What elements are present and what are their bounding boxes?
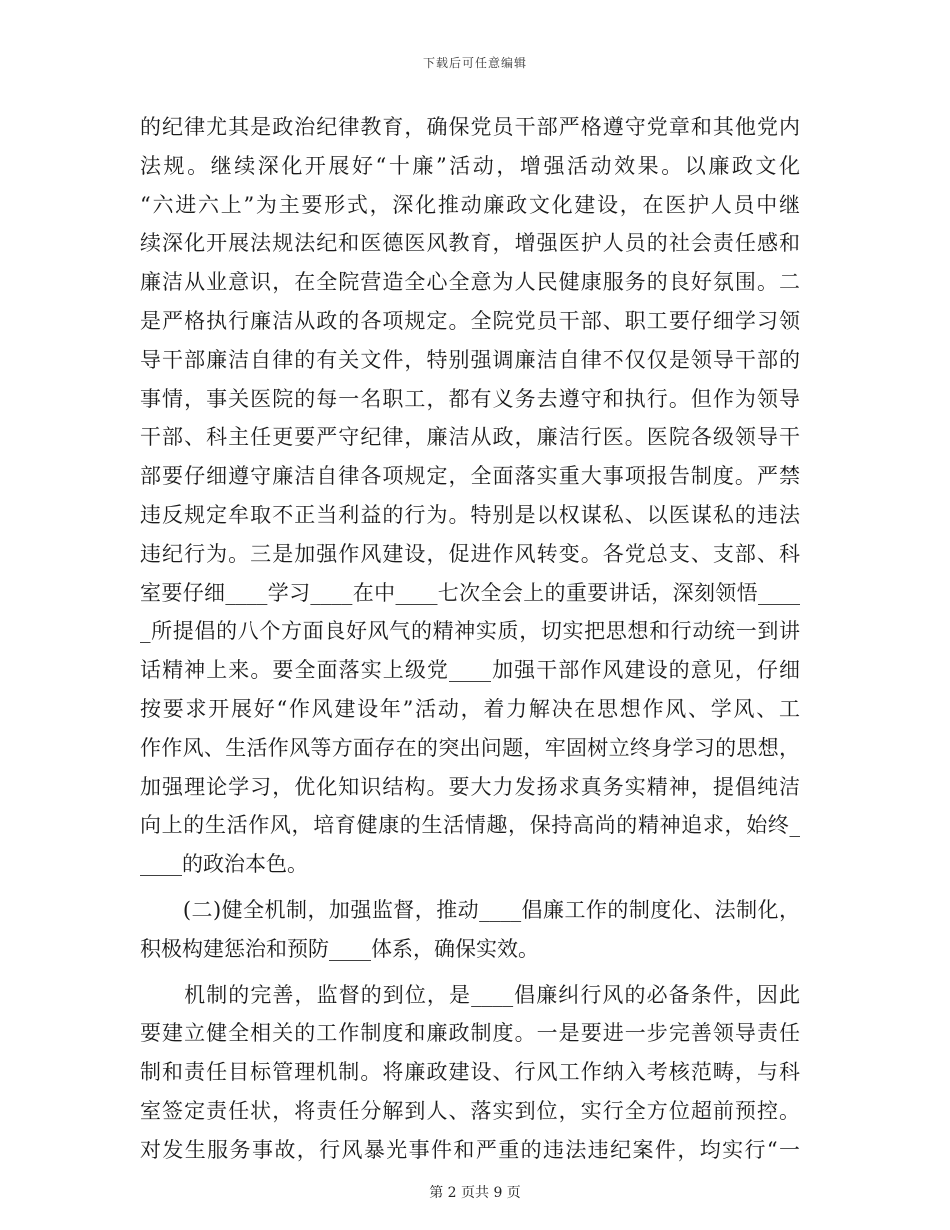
text-line: 法规。继续深化开展好“十廉”活动，增强活动效果。以廉政文化 xyxy=(140,153,800,178)
text-line: “六进六上”为主要形式，深化推动廉政文化建设，在医护人员中继 xyxy=(140,192,800,217)
text-line: ____的政治本色。 xyxy=(140,852,308,877)
text-line: 违纪行为。三是加强作风建设，促进作风转变。各党总支、支部、科 xyxy=(140,541,800,566)
text-line: 干部、科主任更要严守纪律，廉洁从政，廉洁行医。医院各级领导干 xyxy=(140,425,800,450)
text-line: 是严格执行廉洁从政的各项规定。全院党员干部、职工要仔细学习领 xyxy=(140,308,800,333)
document-body xyxy=(140,108,800,1170)
text-line: 加强理论学习，优化知识结构。要大力发扬求真务实精神，提倡纯洁 xyxy=(140,774,800,799)
text-line: 廉洁从业意识，在全院营造全心全意为人民健康服务的良好氛围。二 xyxy=(140,270,800,295)
page-header: 下载后可任意编辑 xyxy=(422,56,527,70)
page-footer: 第 2 页共 9 页 xyxy=(429,1185,521,1201)
text-line: 机制的完善，监督的到位，是____倡廉纠行风的必备条件，因此 xyxy=(140,982,800,1007)
text-line: 事情，事关医院的每一名职工，都有义务去遵守和执行。但作为领导 xyxy=(140,386,800,411)
text-line: _所提倡的八个方面良好风气的精神实质，切实把思想和行动统一到讲 xyxy=(140,619,800,644)
text-line: 违反规定牟取不正当利益的行为。特别是以权谋私、以医谋私的违法 xyxy=(140,502,800,527)
text-line: 要建立健全相关的工作制度和廉政制度。一是要进一步完善领导责任 xyxy=(140,1021,800,1046)
text-line: 部要仔细遵守廉洁自律各项规定，全面落实重大事项报告制度。严禁 xyxy=(140,464,800,489)
paragraph-gap xyxy=(140,884,800,891)
text-line: 对发生服务事故，行风暴光事件和严重的违法违纪案件，均实行“一 xyxy=(140,1137,800,1162)
text-line: 的纪律尤其是政治纪律教育，确保党员干部严格遵守党章和其他党内 xyxy=(140,115,800,139)
text-line: 制和责任目标管理机制。将廉政建设、行风工作纳入考核范畴，与科 xyxy=(140,1060,800,1085)
paragraph-2 xyxy=(140,891,800,969)
text-line: 室要仔细____学习____在中____七次全会上的重要讲话，深刻领悟____ xyxy=(140,580,800,605)
text-line: 积极构建惩治和预防____体系，确保实效。 xyxy=(140,936,539,961)
text-line: 续深化开展法规法纪和医德医风教育，增强医护人员的社会责任感和 xyxy=(140,231,800,256)
text-line: 室签定责任状，将责任分解到人、落实到位，实行全方位超前预控。 xyxy=(140,1098,800,1123)
text-line: (二)健全机制，加强监督，推动____倡廉工作的制度化、法制化， xyxy=(140,897,800,922)
paragraph-1 xyxy=(140,108,800,884)
text-line: 作作风、生活作风等方面存在的突出问题，牢固树立终身学习的思想， xyxy=(140,735,800,760)
text-line: 按要求开展好“作风建设年”活动，着力解决在思想作风、学风、工 xyxy=(140,696,800,721)
text-line: 导干部廉洁自律的有关文件，特别强调廉洁自律不仅仅是领导干部的 xyxy=(140,347,800,372)
paragraph-gap xyxy=(140,969,800,976)
text-line: 向上的生活作风，培育健康的生活情趣，保持高尚的精神追求，始终_ xyxy=(140,813,800,838)
text-line: 话精神上来。要全面落实上级党____加强干部作风建设的意见，仔细 xyxy=(140,658,800,683)
paragraph-3 xyxy=(140,976,800,1170)
